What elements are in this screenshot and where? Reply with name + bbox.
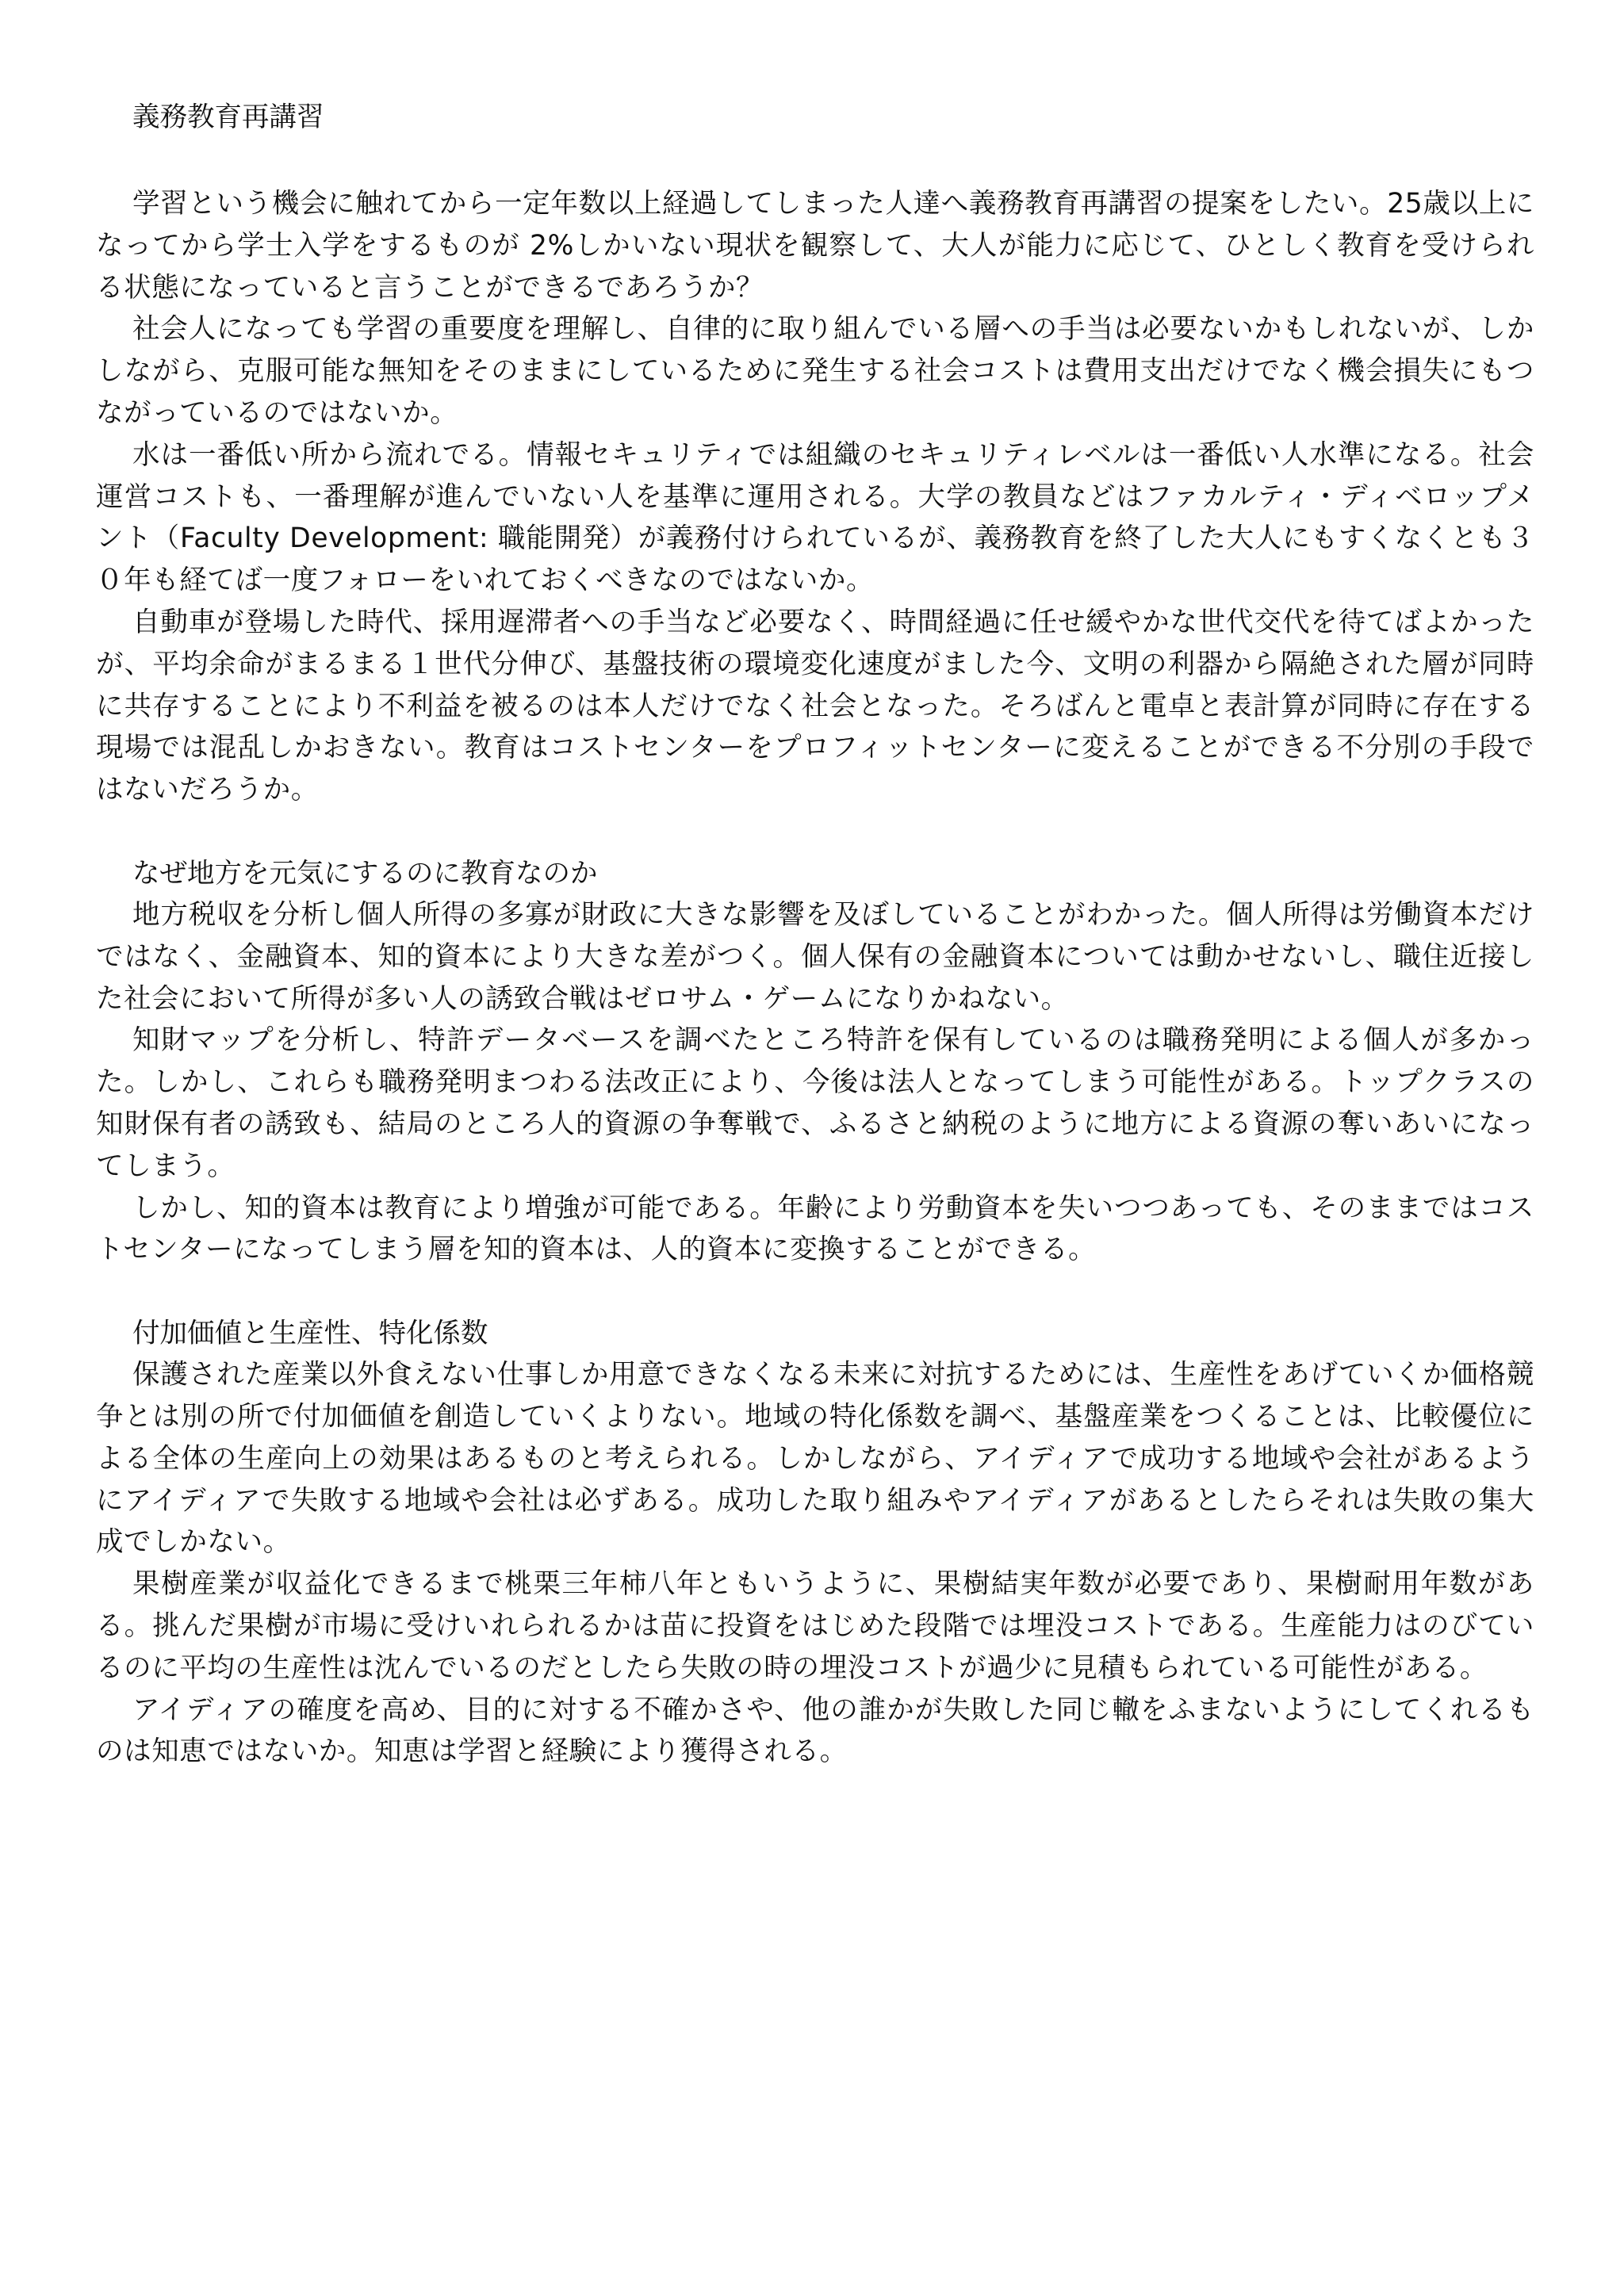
section-title-why-education-for-regions: なぜ地方を元気にするのに教育なのか: [132, 857, 598, 890]
paragraph: しかし、知的資本は教育により増強が可能である。年齢により労動資本を失いつつあっても、そのままではコストセンターになってしまう層を知的資本は、人的資本に変換することができる。: [96, 1192, 1534, 1266]
paragraph: 保護された産業以外食えない仕事しか用意できなくなる未来に対抗するためには、生産性をあげていくか価格競争とは別の所で付加価値を創造していくよりない。地域の特化係数を調べ、基盤産業をつくることは、比較優位による全体の生産向上の効果はあるものと考えられる。しかしながら、アイディアで成功する地域や会社があるようにアイディアで失敗する地域や会社は必ずある。成功した取り組みやアイディアがあるとしたらそれは失敗の集大成でしかない。: [96, 1359, 1534, 1559]
paragraph: 水は一番低い所から流れでる。情報セキュリティでは組織のセキュリティレベルは一番低い人水準になる。社会運営コストも、一番理解が進んでいない人を基準に運用される。大学の教員などはファカルティ・ディベロップメント（Faculty Development: 職能開発）が義務付けられているが、義務教育を終了した大人にもすくなくとも３０年も経てば一度フォローをいれておくべきなのではないか。: [96, 438, 1534, 597]
paragraph: アイディアの確度を高め、目的に対する不確かさや、他の誰かが失敗した同じ轍をふまないようにしてくれるものは知恵ではないか。知恵は学習と経験により獲得される。: [96, 1693, 1534, 1768]
paragraph: 地方税収を分析し個人所得の多寡が財政に大きな影響を及ぼしていることがわかった。個人所得は労働資本だけではなく、金融資本、知的資本により大きな差がつく。個人保有の金融資本については動かせないし、職住近接した社会において所得が多い人の誘致合戦はゼロサム・ゲームになりかねない。: [96, 898, 1534, 1015]
document-body: [96, 97, 1534, 1773]
spacer: [96, 138, 1534, 183]
spacer: [96, 1271, 1534, 1313]
paragraph: 学習という機会に触れてから一定年数以上経過してしまった人達へ義務教育再講習の提案をしたい。25歳以上になってから学士入学をするものが 2%しかいない現状を観察して、大人が能力に応じて、ひとしく教育を受けられる状態になっていると言うことができるであろうか？: [96, 188, 1534, 304]
section-title-added-value-productivity: 付加価値と生産性、特化係数: [132, 1318, 488, 1350]
paragraph: 果樹産業が収益化できるまで桃栗三年柿八年ともいうように、果樹結実年数が必要であり、果樹耐用年数がある。挑んだ果樹が市場に受けいれられるかは苗に投資をはじめた段階では埋没コストである。生産能力はのびているのに平均の生産性は沈んでいるのだとしたら失敗の時の埋没コストが過少に見積もられている可能性がある。: [96, 1568, 1534, 1684]
paragraph: 知財マップを分析し、特許データベースを調べたところ特許を保有しているのは職務発明による個人が多かった。しかし、これらも職務発明まつわる法改正により、今後は法人となってしまう可能性がある。トップクラスの知財保有者の誘致も、結局のところ人的資源の争奪戦で、ふるさと納税のように地方による資源の奪いあいになってしまう。: [96, 1024, 1534, 1182]
spacer: [96, 811, 1534, 853]
paragraph: 社会人になっても学習の重要度を理解し、自律的に取り組んでいる層への手当は必要ないかもしれないが、しかしながら、克服可能な無知をそのままにしているために発生する社会コストは費用支出だけでなく機会損失にもつながっているのではないか。: [96, 313, 1534, 429]
paragraph: 自動車が登場した時代、採用遅滞者への手当など必要なく、時間経過に任せ緩やかな世代交代を待てばよかったが、平均余命がまるまる１世代分伸び、基盤技術の環境変化速度がました今、文明の利器から隔絶された層が同時に共存することにより不利益を被るのは本人だけでなく社会となった。そろばんと電卓と表計算が同時に存在する現場では混乱しかおきない。教育はコストセンターをプロフィットセンターに変えることができる不分別の手段ではないだろうか。: [96, 606, 1534, 806]
section-title-compulsory-education-relearning: 義務教育再講習: [132, 101, 324, 133]
